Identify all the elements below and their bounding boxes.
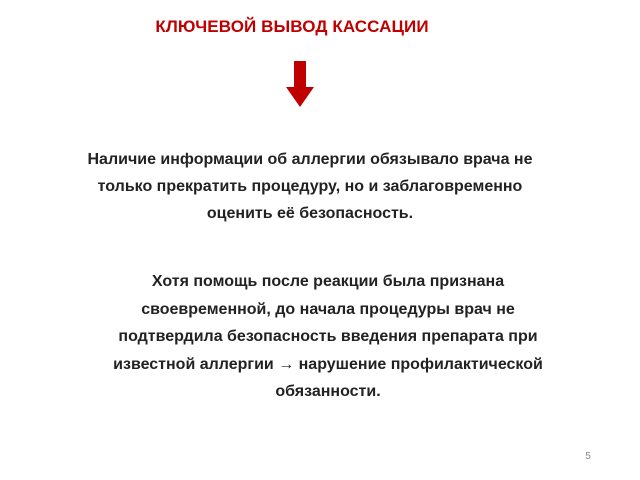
paragraph-line: подтвердила безопасность введения препарата при <box>118 328 538 345</box>
slide-title: КЛЮЧЕВОЙ ВЫВОД КАССАЦИИ <box>155 17 429 36</box>
paragraph-line: обязанности. <box>275 383 381 400</box>
paragraph-line: только прекратить процедуру, но и заблаговременно <box>97 178 523 195</box>
paragraph-line: известной аллергии → нарушение профилактической <box>113 355 543 373</box>
key-conclusion-paragraph <box>30 146 590 227</box>
violation-explanation-paragraph <box>48 268 608 406</box>
page-number: 5 <box>585 451 591 462</box>
paragraph-line: Наличие информации об аллергии обязывало врача не <box>87 151 533 168</box>
paragraph-line: оценить её безопасность. <box>206 205 414 222</box>
down-arrow-icon <box>286 61 314 107</box>
paragraph-line: своевременной, до начала процедуры врач не <box>141 300 515 318</box>
paragraph-line: Хотя помощь после реакции была признана <box>151 273 505 290</box>
